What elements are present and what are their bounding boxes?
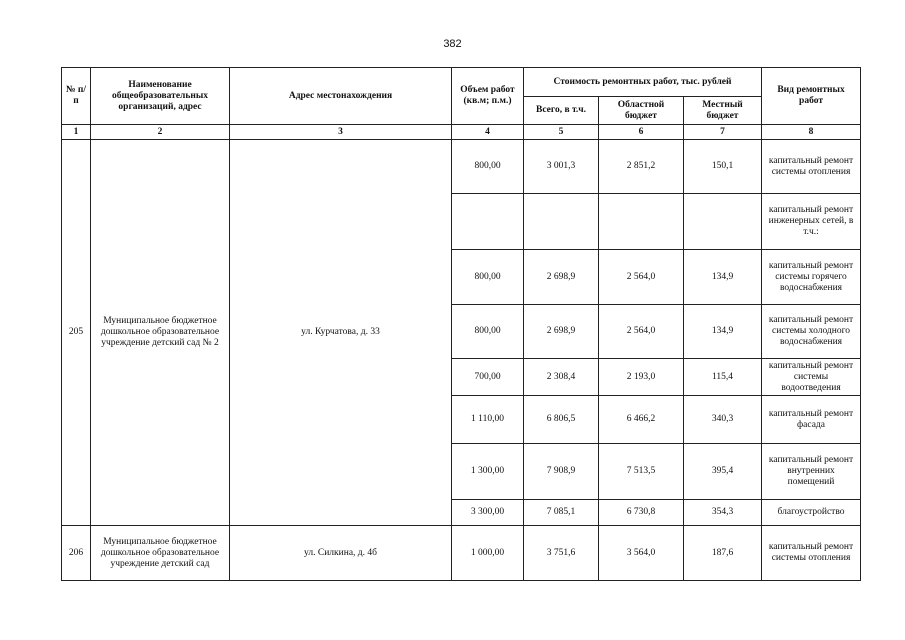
regional-budget-cell: 3 564,0 [599,526,684,581]
work-type-cell: капитальный ремонт системы горячего водоснабжения [762,250,861,305]
header-address: Адрес местонахождения [230,68,452,125]
total-cost-cell [524,194,599,250]
regional-budget-cell: 6 730,8 [599,500,684,526]
total-cost-cell: 3 751,6 [524,526,599,581]
header-organization-name: Наименование общеобразовательных организаций, адрес [91,68,230,125]
regional-budget-cell: 7 513,5 [599,444,684,500]
work-type-cell: капитальный ремонт фасада [762,396,861,444]
total-cost-cell: 3 001,3 [524,140,599,194]
header-local-budget: Местный бюджет [684,97,762,125]
column-number: 8 [762,125,861,140]
local-budget-cell: 340,3 [684,396,762,444]
repair-works-table [61,67,861,581]
work-type-cell: капитальный ремонт внутренних помещений [762,444,861,500]
column-number-row [62,125,861,140]
header-work-type: Вид ремонтных работ [762,68,861,125]
volume-cell: 1 000,00 [452,526,524,581]
table-row [62,526,861,581]
volume-cell: 800,00 [452,305,524,359]
column-number: 2 [91,125,230,140]
column-number: 5 [524,125,599,140]
header-volume: Объем работ (кв.м; п.м.) [452,68,524,125]
local-budget-cell: 354,3 [684,500,762,526]
total-cost-cell: 7 085,1 [524,500,599,526]
work-type-cell: капитальный ремонт системы отопления [762,526,861,581]
regional-budget-cell: 2 193,0 [599,359,684,396]
local-budget-cell [684,194,762,250]
entry-number: 205 [62,140,91,526]
volume-cell: 1 110,00 [452,396,524,444]
total-cost-cell: 7 908,9 [524,444,599,500]
volume-cell: 800,00 [452,250,524,305]
header-regional-budget: Областной бюджет [599,97,684,125]
total-cost-cell: 2 698,9 [524,250,599,305]
organization-name: Муниципальное бюджетное дошкольное образовательное учреждение детский сад № 2 [91,140,230,526]
volume-cell: 700,00 [452,359,524,396]
local-budget-cell: 134,9 [684,250,762,305]
total-cost-cell: 2 308,4 [524,359,599,396]
regional-budget-cell [599,194,684,250]
column-number: 1 [62,125,91,140]
local-budget-cell: 395,4 [684,444,762,500]
page-number: 382 [443,38,462,50]
regional-budget-cell: 2 564,0 [599,250,684,305]
regional-budget-cell: 6 466,2 [599,396,684,444]
local-budget-cell: 134,9 [684,305,762,359]
column-number: 3 [230,125,452,140]
organization-address: ул. Курчатова, д. 33 [230,140,452,526]
header-cost-group: Стоимость ремонтных работ, тыс. рублей [524,68,762,97]
total-cost-cell: 6 806,5 [524,396,599,444]
regional-budget-cell: 2 564,0 [599,305,684,359]
entry-number: 206 [62,526,91,581]
work-type-cell: капитальный ремонт системы холодного водоснабжения [762,305,861,359]
column-number: 6 [599,125,684,140]
column-number: 4 [452,125,524,140]
organization-address: ул. Силкина, д. 4б [230,526,452,581]
local-budget-cell: 115,4 [684,359,762,396]
volume-cell: 1 300,00 [452,444,524,500]
total-cost-cell: 2 698,9 [524,305,599,359]
header-total: Всего, в т.ч. [524,97,599,125]
work-type-cell: капитальный ремонт инженерных сетей, в т.ч.: [762,194,861,250]
volume-cell [452,194,524,250]
local-budget-cell: 187,6 [684,526,762,581]
local-budget-cell: 150,1 [684,140,762,194]
work-type-cell: капитальный ремонт системы водоотведения [762,359,861,396]
column-number: 7 [684,125,762,140]
table-row [62,140,861,194]
work-type-cell: благоустройство [762,500,861,526]
volume-cell: 3 300,00 [452,500,524,526]
organization-name: Муниципальное бюджетное дошкольное образовательное учреждение детский сад [91,526,230,581]
work-type-cell: капитальный ремонт системы отопления [762,140,861,194]
regional-budget-cell: 2 851,2 [599,140,684,194]
volume-cell: 800,00 [452,140,524,194]
header-num: № п/п [62,68,91,125]
